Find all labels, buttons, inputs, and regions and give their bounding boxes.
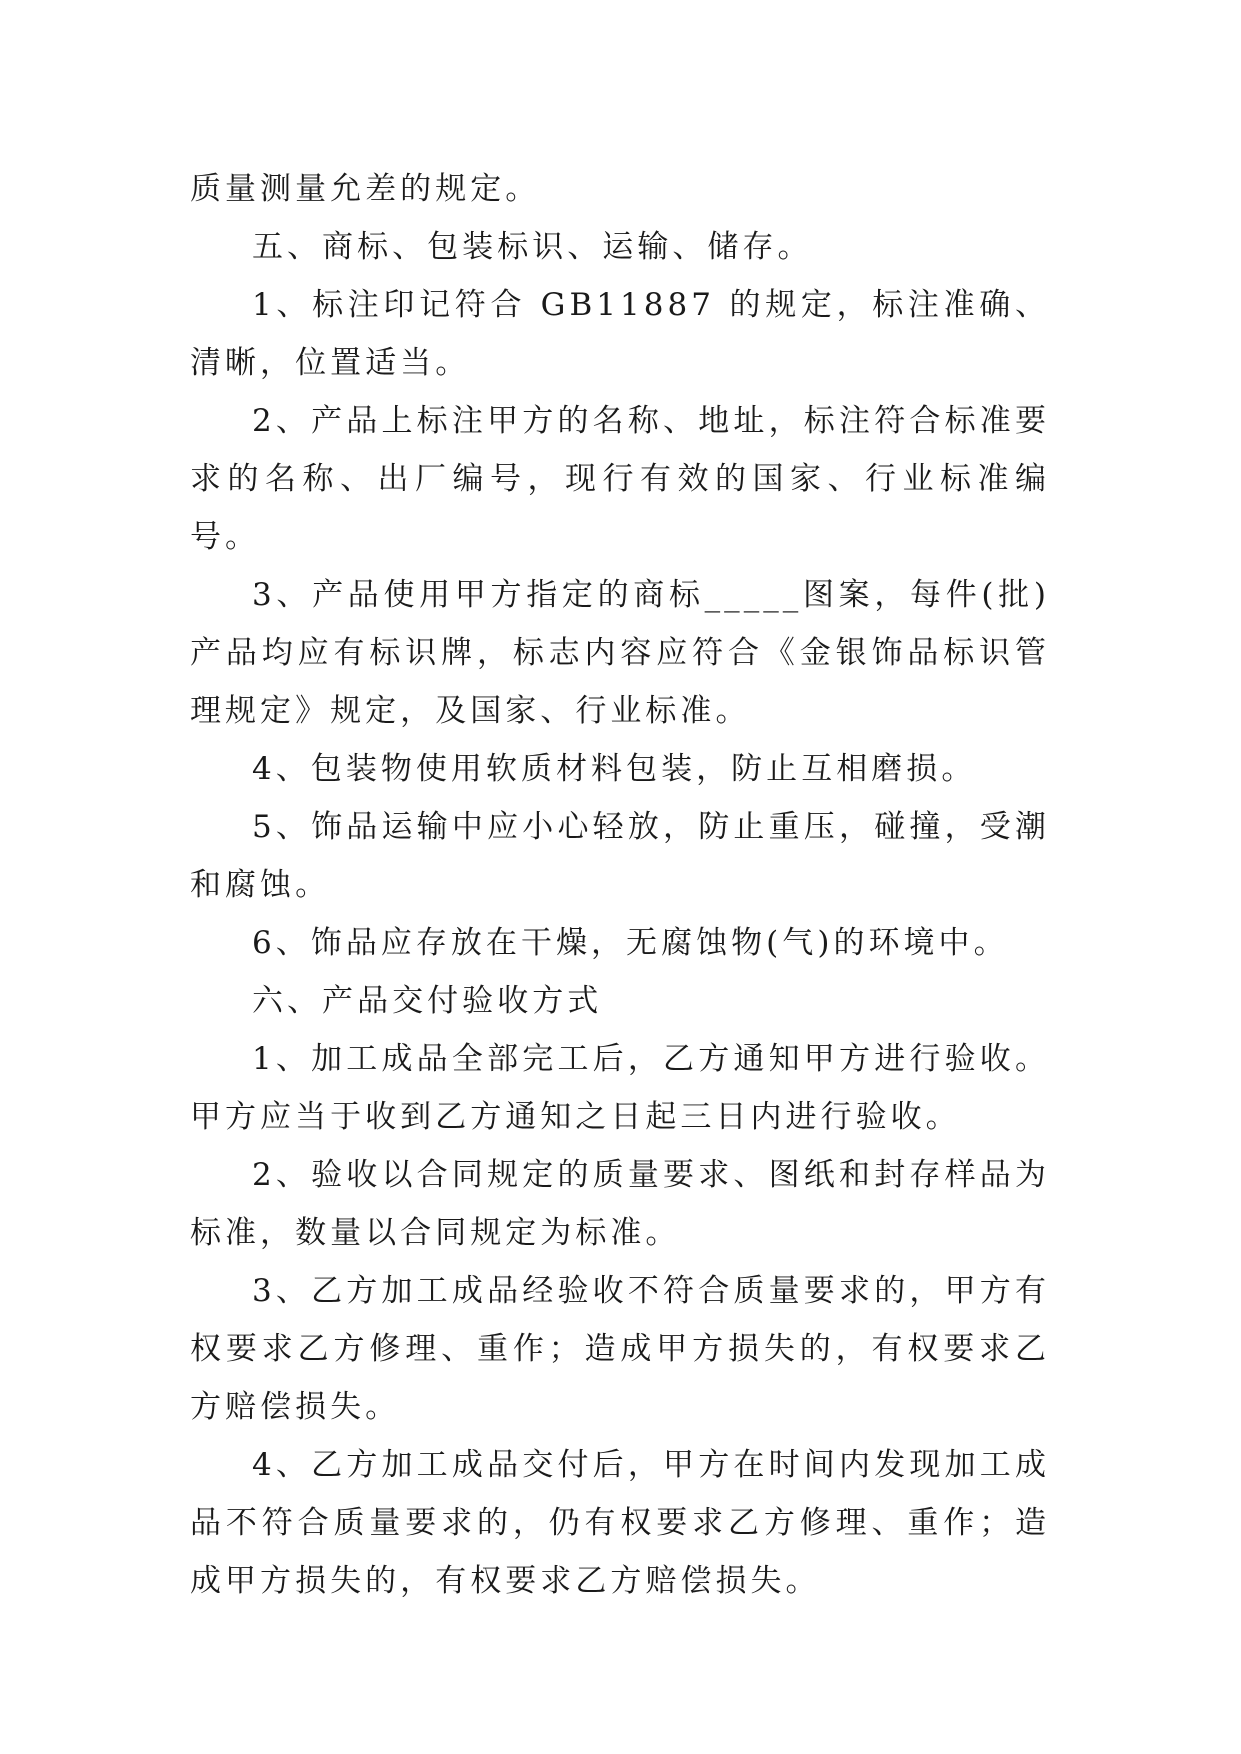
paragraph: 2、验收以合同规定的质量要求、图纸和封存样品为标准，数量以合同规定为标准。 [190,1157,1050,1251]
paragraph: 4、包装物使用软质材料包装，防止互相磨损。 [252,751,977,787]
paragraph: 6、饰品应存放在干燥，无腐蚀物(气)的环境中。 [252,925,1009,961]
paragraph: 4、乙方加工成品交付后，甲方在时间内发现加工成品不符合质量要求的，仍有权要求乙方修理、重作；造成甲方损失的，有权要求乙方赔偿损失。 [190,1447,1050,1599]
paragraph: 2、产品上标注甲方的名称、地址，标注符合标准要求的名称、出厂编号，现行有效的国家、行业标准编号。 [190,403,1050,555]
paragraph: 3、产品使用甲方指定的商标_____图案，每件(批)产品均应有标识牌，标志内容应符合《金银饰品标识管理规定》规定，及国家、行业标准。 [190,577,1050,729]
document-body [190,160,1050,1610]
paragraph: 质量测量允差的规定。 [190,171,541,207]
paragraph: 1、标注印记符合 GB11887 的规定，标注准确、清晰，位置适当。 [190,287,1050,381]
paragraph: 3、乙方加工成品经验收不符合质量要求的，甲方有权要求乙方修理、重作；造成甲方损失的，有权要求乙方赔偿损失。 [190,1273,1050,1425]
paragraph: 1、加工成品全部完工后，乙方通知甲方进行验收。甲方应当于收到乙方通知之日起三日内进行验收。 [190,1041,1050,1135]
section-heading: 六、产品交付验收方式 [252,983,603,1019]
section-heading: 五、商标、包装标识、运输、储存。 [252,229,813,265]
paragraph: 5、饰品运输中应小心轻放，防止重压，碰撞，受潮和腐蚀。 [190,809,1050,903]
